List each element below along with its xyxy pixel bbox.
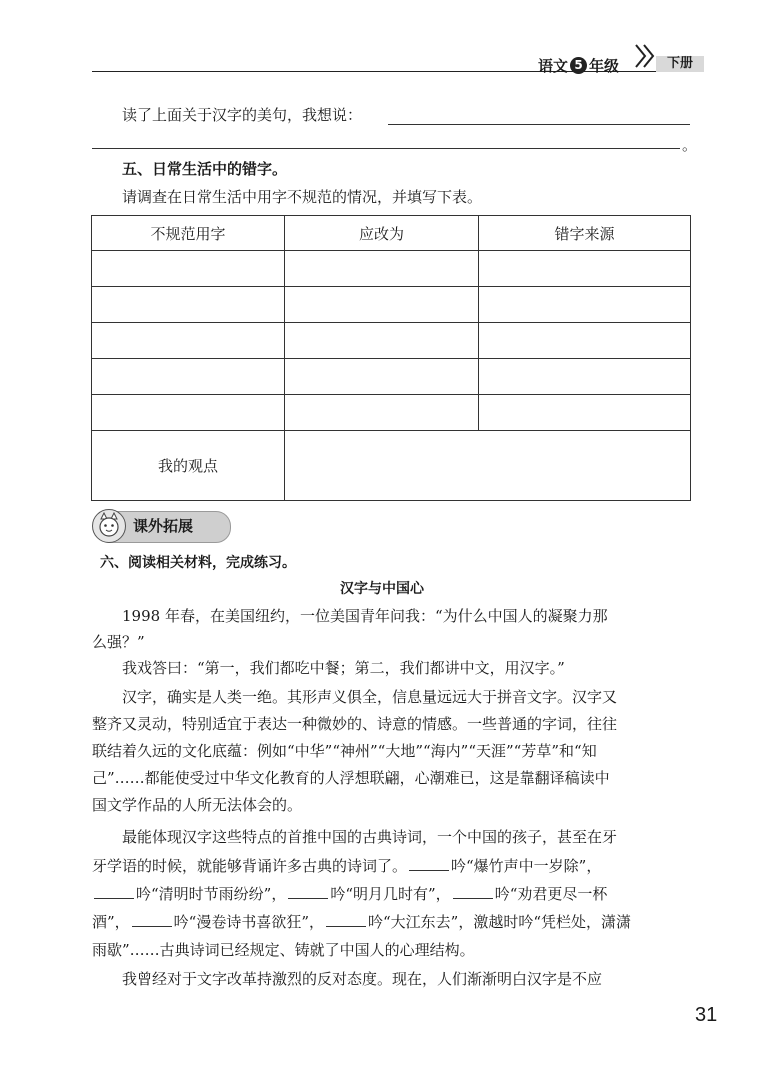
page-number: 31 [695,1004,718,1026]
article-line: 1998 年春，在美国纽约，一位美国青年问我：“为什么中国人的凝聚力那 [122,607,608,625]
article-fragment: 牙学语的时候，就能够背诵许多古典的诗词了。 [92,857,408,875]
double-chevron-icon [634,41,658,71]
table-cell[interactable] [92,287,285,323]
section5-instruction: 请调查在日常生活中用字不规范的情况，并填写下表。 [122,188,483,206]
article-fragment: 吟“爆竹声中一岁除”， [451,857,602,875]
table-cell[interactable] [92,359,285,395]
cat-mascot-icon [92,509,126,543]
grade-number-badge: 5 [570,57,587,74]
fill-blank[interactable] [94,884,134,899]
opinion-row [92,431,691,501]
answer-line-2[interactable] [92,148,680,149]
fill-blank[interactable] [326,912,366,927]
section6-title: 六、阅读相关材料，完成练习。 [100,555,296,571]
fill-blank[interactable] [288,884,328,899]
article-fragment: 酒”， [92,913,130,931]
header-subject: 语文 [538,57,569,75]
table-cell[interactable] [92,251,285,287]
table-cell[interactable] [285,287,479,323]
extension-banner-label: 课外拓展 [133,517,194,535]
fill-blank[interactable] [453,884,493,899]
intro-prompt: 读了上面关于汉字的美句，我想说： [122,106,363,124]
article-fragment: 吟“清明时节雨纷纷”， [136,885,287,903]
column-header: 错字来源 [479,216,691,251]
article-line [92,911,631,933]
table-cell[interactable] [479,251,691,287]
section5-title: 五、日常生活中的错字。 [122,160,288,178]
article-line: 国文学作品的人所无法体会的。 [92,796,303,814]
article-line: 我戏答曰：“第一，我们都吃中餐；第二，我们都讲中文，用汉字。” [122,659,565,677]
header-grade [538,55,619,76]
table-cell[interactable] [479,323,691,359]
table-cell[interactable] [285,395,479,431]
table-cell[interactable] [479,287,691,323]
table-row [92,359,691,395]
table-row [92,287,691,323]
fill-blank[interactable] [132,912,172,927]
table-cell[interactable] [285,359,479,395]
article-line: 己”……都能使受过中华文化教育的人浮想联翩，心潮难已，这是靠翻译稿读中 [92,769,610,787]
table-cell[interactable] [92,323,285,359]
table-row [92,251,691,287]
article-line: 雨歇”……古典诗词已经规定、铸就了中国人的心理结构。 [92,941,475,959]
opinion-label: 我的观点 [92,431,285,501]
article-line [92,855,601,877]
article-fragment: 吟“劝君更尽一杯 [494,885,608,903]
table-cell[interactable] [479,395,691,431]
opinion-cell[interactable] [285,431,691,501]
table-header-row [92,216,691,251]
header-grade-suffix: 年级 [589,57,620,75]
article-fragment: 吟“漫卷诗书喜欲狂”， [173,913,325,931]
column-header: 应改为 [285,216,479,251]
table-cell[interactable] [285,251,479,287]
article-line: 汉字，确实是人类一绝。其形声义俱全，信息量远远大于拼音文字。汉字又 [122,688,618,706]
article-line: 最能体现汉字这些特点的首推中国的古典诗词，一个中国的孩子，甚至在牙 [122,828,618,846]
article-title: 汉字与中国心 [340,581,424,597]
table-row [92,395,691,431]
answer-end-period: 。 [682,136,698,154]
article-line: 么强？” [92,633,145,651]
table-cell[interactable] [92,395,285,431]
article-fragment: 吟“大江东去”，激越时吟“凭栏处，潇潇 [368,913,632,931]
answer-line-1[interactable] [388,124,690,125]
article-line: 我曾经对于文字改革持激烈的反对态度。现在，人们渐渐明白汉字是不应 [122,970,603,988]
fill-blank[interactable] [409,856,449,871]
article-line: 联结着久远的文化底蕴：例如“中华”“神州”“大地”“海内”“天涯”“芳草”和“知 [92,742,597,760]
table-cell[interactable] [285,323,479,359]
article-line [92,883,607,905]
table-row [92,323,691,359]
article-fragment: 吟“明月几时有”， [330,885,451,903]
survey-table [91,215,691,501]
table-cell[interactable] [479,359,691,395]
header-volume: 下册 [656,56,704,72]
article-line: 整齐又灵动，特别适宜于表达一种微妙的、诗意的情感。一些普通的字词，往往 [92,715,618,733]
column-header: 不规范用字 [92,216,285,251]
